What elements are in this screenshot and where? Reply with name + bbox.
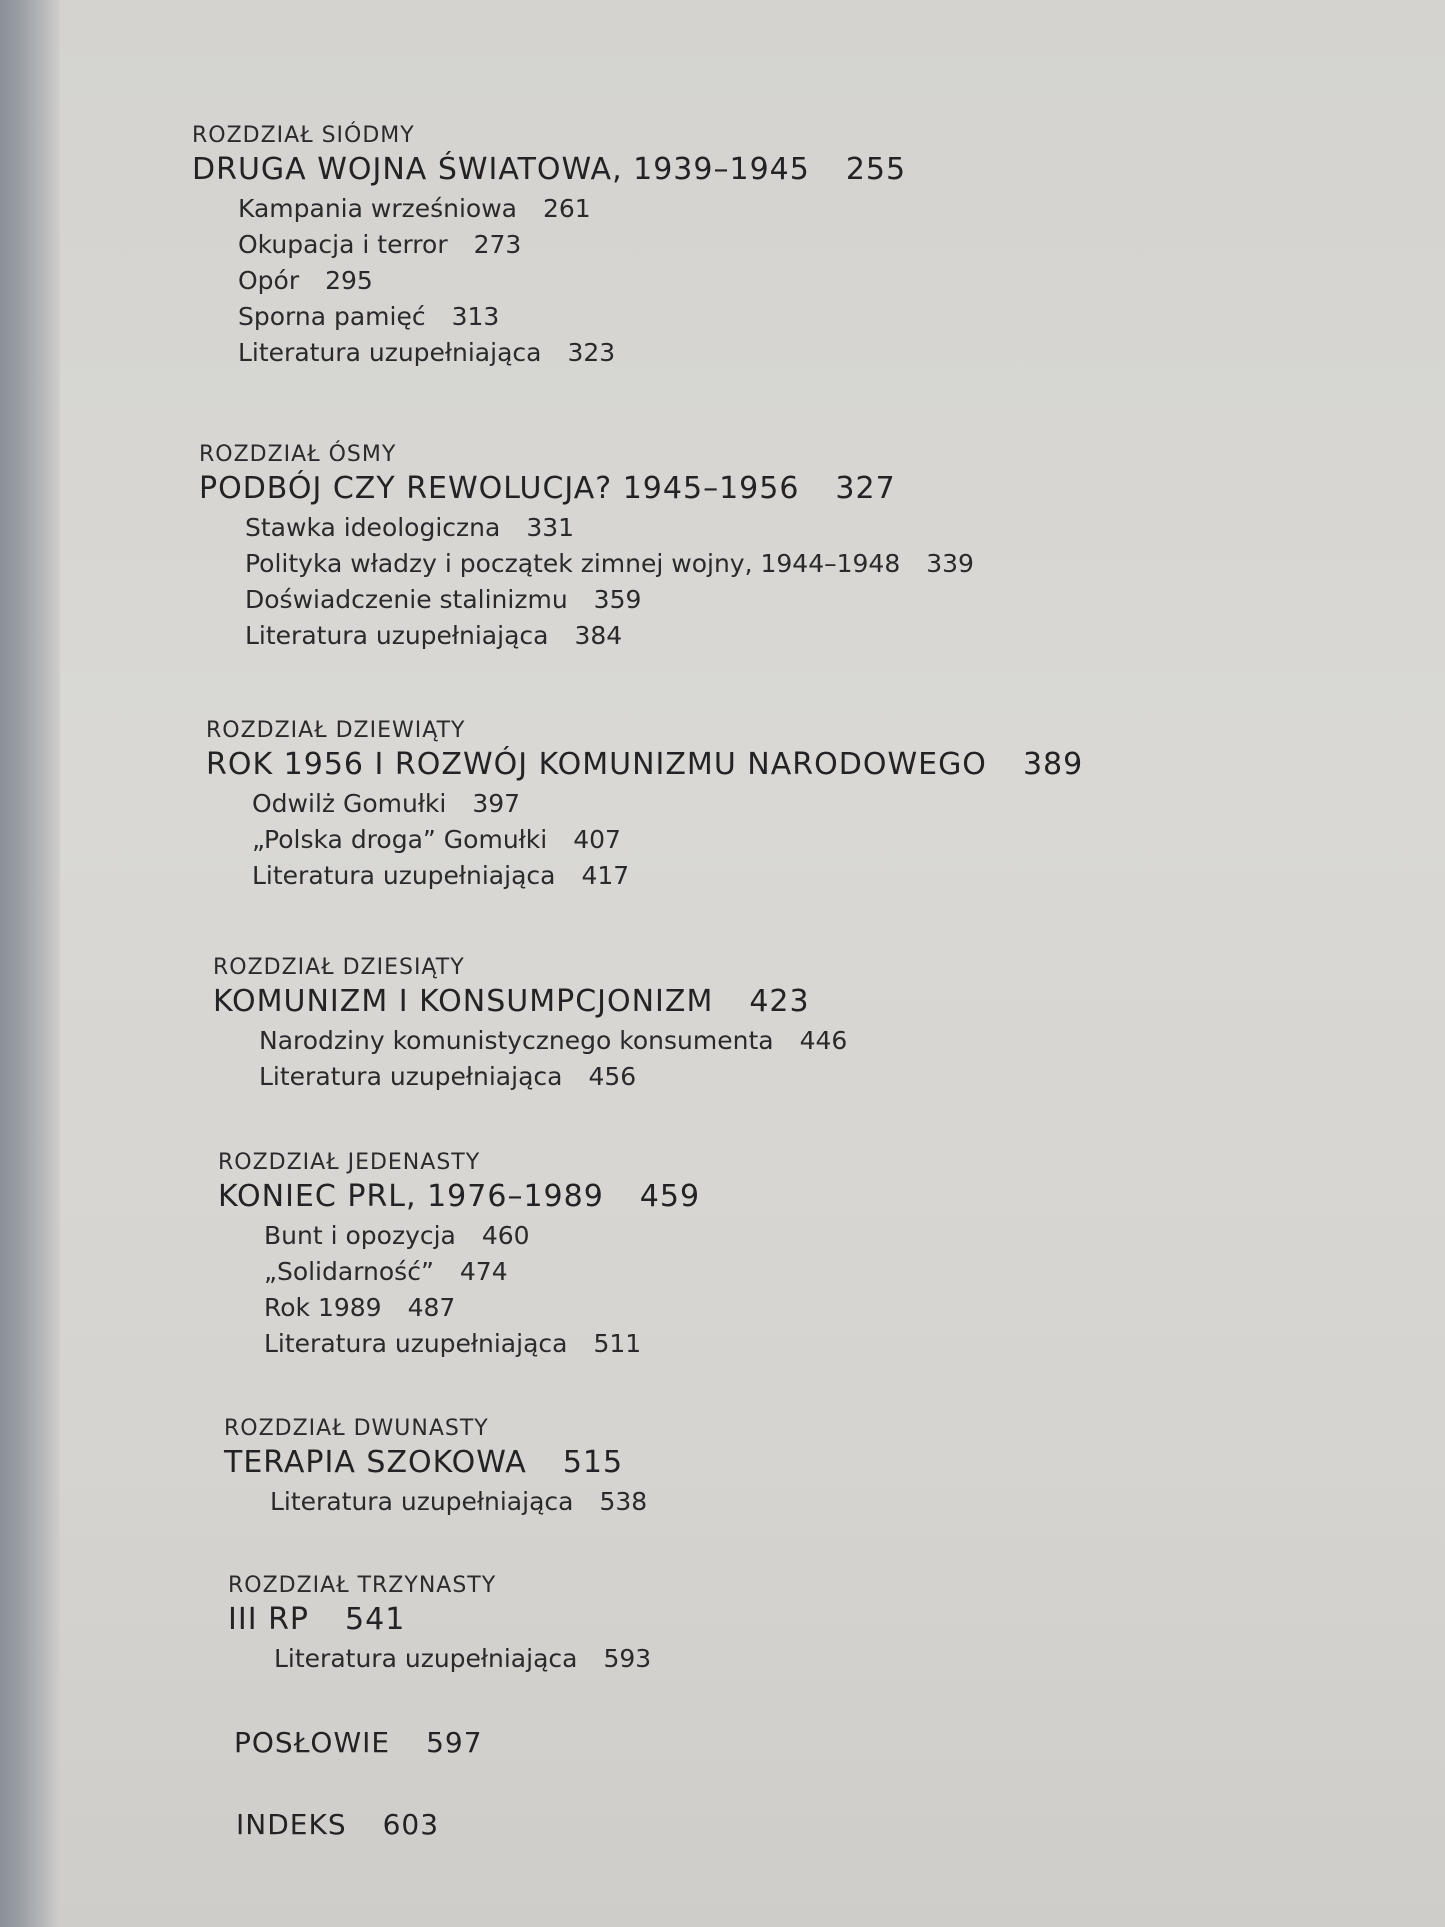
chapter-title-text: DRUGA WOJNA ŚWIATOWA, 1939–1945 xyxy=(192,152,810,187)
chapter-entries xyxy=(238,191,906,371)
entry-text: „Polska droga” Gomułki xyxy=(252,825,548,854)
entry-text: Literatura uzupełniająca xyxy=(245,621,549,650)
entry-page-number: 339 xyxy=(926,549,974,578)
entry-text: Literatura uzupełniająca xyxy=(274,1644,578,1673)
chapter-9 xyxy=(206,718,1083,894)
chapter-page-number: 459 xyxy=(639,1179,701,1214)
entry-page-number: 487 xyxy=(407,1293,456,1322)
entry-text: Literatura uzupełniająca xyxy=(264,1329,568,1358)
toc-entry xyxy=(238,299,906,335)
entry-page-number: 538 xyxy=(599,1487,648,1516)
chapter-entries xyxy=(252,786,1083,894)
entry-page-number: 261 xyxy=(542,194,591,223)
chapter-page-number: 541 xyxy=(345,1602,406,1637)
entry-text: Rok 1989 xyxy=(264,1293,382,1322)
chapter-entries xyxy=(259,1023,847,1095)
toc-entry xyxy=(252,858,1083,894)
toc-entry xyxy=(259,1059,847,1095)
chapter-title xyxy=(206,747,1083,782)
toc-entry xyxy=(238,335,906,371)
chapter-label: ROZDZIAŁ TRZYNASTY xyxy=(228,1573,497,1598)
chapter-page-number: 255 xyxy=(845,152,907,187)
toc-entry xyxy=(238,227,906,263)
entry-text: Doświadczenie stalinizmu xyxy=(245,585,568,614)
entry-page-number: 456 xyxy=(588,1062,637,1091)
toc-entry xyxy=(245,510,974,546)
chapter-label: ROZDZIAŁ DZIESIĄTY xyxy=(213,955,465,980)
chapter-entries xyxy=(264,1218,700,1362)
chapter-page-number: 515 xyxy=(562,1445,624,1480)
index-entry xyxy=(236,1808,439,1841)
chapter-title-text: ROK 1956 I ROZWÓJ KOMUNIZMU NARODOWEGO xyxy=(206,747,987,782)
entry-text: Literatura uzupełniająca xyxy=(238,338,542,367)
index-title: INDEKS xyxy=(236,1808,347,1841)
entry-page-number: 295 xyxy=(325,266,373,295)
entry-text: Stawka ideologiczna xyxy=(245,513,501,542)
chapter-title xyxy=(199,471,974,506)
chapter-label: ROZDZIAŁ DZIEWIĄTY xyxy=(206,718,466,743)
entry-text: Odwilż Gomułki xyxy=(252,789,447,818)
entry-page-number: 397 xyxy=(472,789,521,818)
entry-text: „Solidarność” xyxy=(264,1257,434,1286)
entry-text: Literatura uzupełniająca xyxy=(259,1062,563,1091)
chapter-title-text: KOMUNIZM I KONSUMPCJONIZM xyxy=(213,984,714,1019)
entry-text: Kampania wrześniowa xyxy=(238,194,517,223)
entry-page-number: 511 xyxy=(593,1329,642,1358)
toc-entry xyxy=(259,1023,847,1059)
entry-text: Opór xyxy=(238,266,300,295)
entry-page-number: 273 xyxy=(473,230,522,259)
entry-page-number: 323 xyxy=(567,338,616,367)
toc-entry xyxy=(264,1218,700,1254)
entry-text: Okupacja i terror xyxy=(238,230,448,259)
chapter-title-text: III RP xyxy=(228,1602,310,1637)
chapter-title xyxy=(224,1445,647,1480)
chapter-title xyxy=(192,152,906,187)
entry-text: Bunt i opozycja xyxy=(264,1221,456,1250)
chapter-title xyxy=(213,984,847,1019)
entry-page-number: 331 xyxy=(526,513,575,542)
entry-page-number: 359 xyxy=(593,585,642,614)
toc-entry xyxy=(245,546,974,582)
chapter-page-number: 327 xyxy=(835,471,896,506)
chapter-entries xyxy=(245,510,974,654)
chapter-title-text: KONIEC PRL, 1976–1989 xyxy=(218,1179,604,1214)
chapter-entries xyxy=(274,1641,651,1677)
toc-entry xyxy=(245,618,974,654)
toc-entry xyxy=(270,1484,647,1520)
afterword-title: POSŁOWIE xyxy=(234,1726,391,1759)
chapter-title-text: TERAPIA SZOKOWA xyxy=(224,1445,527,1480)
chapter-label: ROZDZIAŁ JEDENASTY xyxy=(218,1150,481,1175)
chapter-label: ROZDZIAŁ DWUNASTY xyxy=(224,1416,489,1441)
chapter-8 xyxy=(199,442,974,654)
chapter-13 xyxy=(228,1573,651,1677)
index-page-number: 603 xyxy=(382,1808,440,1841)
entry-page-number: 384 xyxy=(574,621,623,650)
toc-entry xyxy=(252,822,1083,858)
entry-text: Polityka władzy i początek zimnej wojny, 1944–1948 xyxy=(245,549,901,578)
chapter-entries xyxy=(270,1484,647,1520)
entry-page-number: 417 xyxy=(581,861,630,890)
chapter-page-number: 423 xyxy=(749,984,810,1019)
chapter-11 xyxy=(218,1150,700,1362)
entry-text: Narodziny komunistycznego konsumenta xyxy=(259,1026,774,1055)
toc-entry xyxy=(245,582,974,618)
toc-entry xyxy=(264,1326,700,1362)
toc-entry xyxy=(274,1641,651,1677)
chapter-10 xyxy=(213,955,847,1095)
chapter-12 xyxy=(224,1416,647,1520)
chapter-title xyxy=(228,1602,651,1637)
toc-entry xyxy=(238,191,906,227)
afterword-page-number: 597 xyxy=(426,1726,483,1759)
entry-page-number: 593 xyxy=(603,1644,652,1673)
chapter-7 xyxy=(192,123,906,371)
entry-page-number: 446 xyxy=(799,1026,848,1055)
afterword-entry xyxy=(234,1726,483,1759)
chapter-page-number: 389 xyxy=(1022,747,1084,782)
chapter-label: ROZDZIAŁ ÓSMY xyxy=(199,442,397,467)
entry-page-number: 407 xyxy=(573,825,621,854)
entry-page-number: 460 xyxy=(481,1221,530,1250)
entry-page-number: 313 xyxy=(451,302,500,331)
toc-entry xyxy=(264,1254,700,1290)
toc-entry xyxy=(264,1290,700,1326)
entry-text: Sporna pamięć xyxy=(238,302,426,331)
chapter-label: ROZDZIAŁ SIÓDMY xyxy=(192,123,415,148)
toc-entry xyxy=(238,263,906,299)
entry-text: Literatura uzupełniająca xyxy=(252,861,556,890)
entry-text: Literatura uzupełniająca xyxy=(270,1487,574,1516)
chapter-title xyxy=(218,1179,700,1214)
chapter-title-text: PODBÓJ CZY REWOLUCJA? 1945–1956 xyxy=(199,471,800,506)
entry-page-number: 474 xyxy=(459,1257,508,1286)
toc-entry xyxy=(252,786,1083,822)
